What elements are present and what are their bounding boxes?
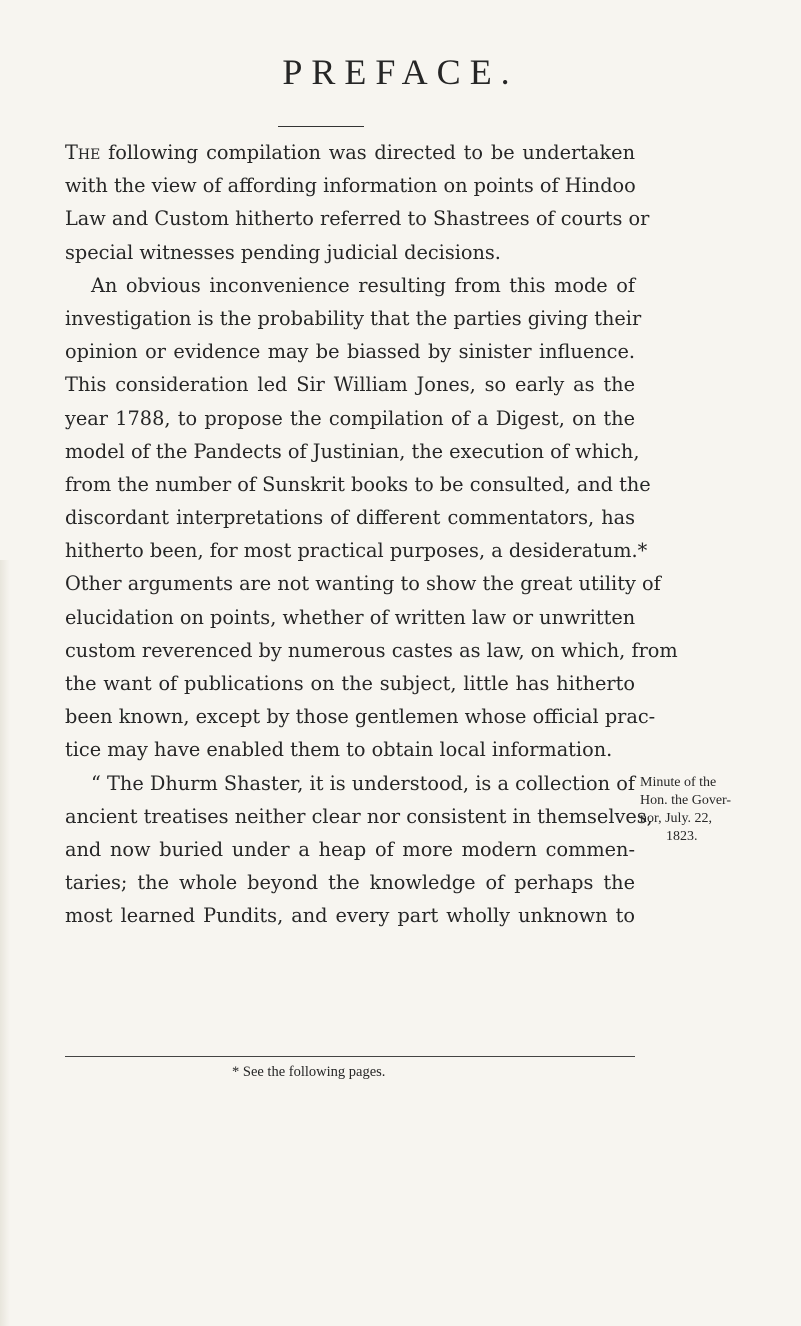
page-title: PREFACE. <box>282 52 519 92</box>
text-line: custom reverenced by numerous castes as law, on which, from <box>65 638 678 662</box>
text-line: discordant interpretations of different commentators, has <box>65 506 635 530</box>
text-line: ancient treatises neither clear nor consistent in themselves, <box>65 804 653 828</box>
drop-word: The <box>65 141 101 164</box>
margin-note-line: Hon. the Gover- <box>640 793 732 808</box>
text-line: most learned Pundits, and every part wholly unknown to <box>65 904 635 928</box>
text-line: with the view of affording information on points of Hindoo <box>65 174 636 198</box>
text-line: taries; the whole beyond the knowledge of perhaps the <box>65 871 635 895</box>
margin-note-line: nor, July. 22, <box>640 811 713 826</box>
text-line: tice may have enabled them to obtain local information. <box>65 738 613 762</box>
text-line: special witnesses pending judicial decisions. <box>65 240 501 264</box>
text-line: year 1788, to propose the compilation of a Digest, on the <box>65 406 635 430</box>
title-rule <box>278 126 364 127</box>
margin-note-line: Minute of the <box>640 775 717 790</box>
text-line: model of the Pandects of Justinian, the execution of which, <box>65 439 640 463</box>
text-line: been known, except by those gentlemen whose official prac- <box>65 705 656 729</box>
text-line: The following compilation was directed to be undertaken <box>65 141 635 164</box>
page-gutter-shadow <box>0 560 10 1326</box>
text-line: and now buried under a heap of more modern commen- <box>65 837 635 861</box>
text-line: the want of publications on the subject, little has hitherto <box>65 672 635 695</box>
text-line: This consideration led Sir William Jones, so early as the <box>65 373 635 397</box>
text-line: from the number of Sunskrit books to be consulted, and the <box>65 472 651 496</box>
text-line: An obvious inconvenience resulting from this mode of <box>91 273 635 297</box>
text-line: investigation is the probability that the parties giving their <box>65 306 642 330</box>
footnote: * See the following pages. <box>232 1064 386 1080</box>
text-line: elucidation on points, whether of written law or unwritten <box>65 605 636 629</box>
text-line: opinion or evidence may be biassed by sinister influence. <box>65 340 635 364</box>
text-line: “ The Dhurm Shaster, it is understood, is a collection of <box>91 771 635 795</box>
text-line: Other arguments are not wanting to show the great utility of <box>65 572 661 596</box>
margin-note <box>640 774 780 846</box>
footnote-rule <box>65 1056 635 1057</box>
text-line: Law and Custom hitherto referred to Shastrees of courts or <box>65 207 650 231</box>
text-line: hitherto been, for most practical purposes, a desideratum.* <box>65 539 648 563</box>
margin-note-line: 1823. <box>666 829 698 844</box>
